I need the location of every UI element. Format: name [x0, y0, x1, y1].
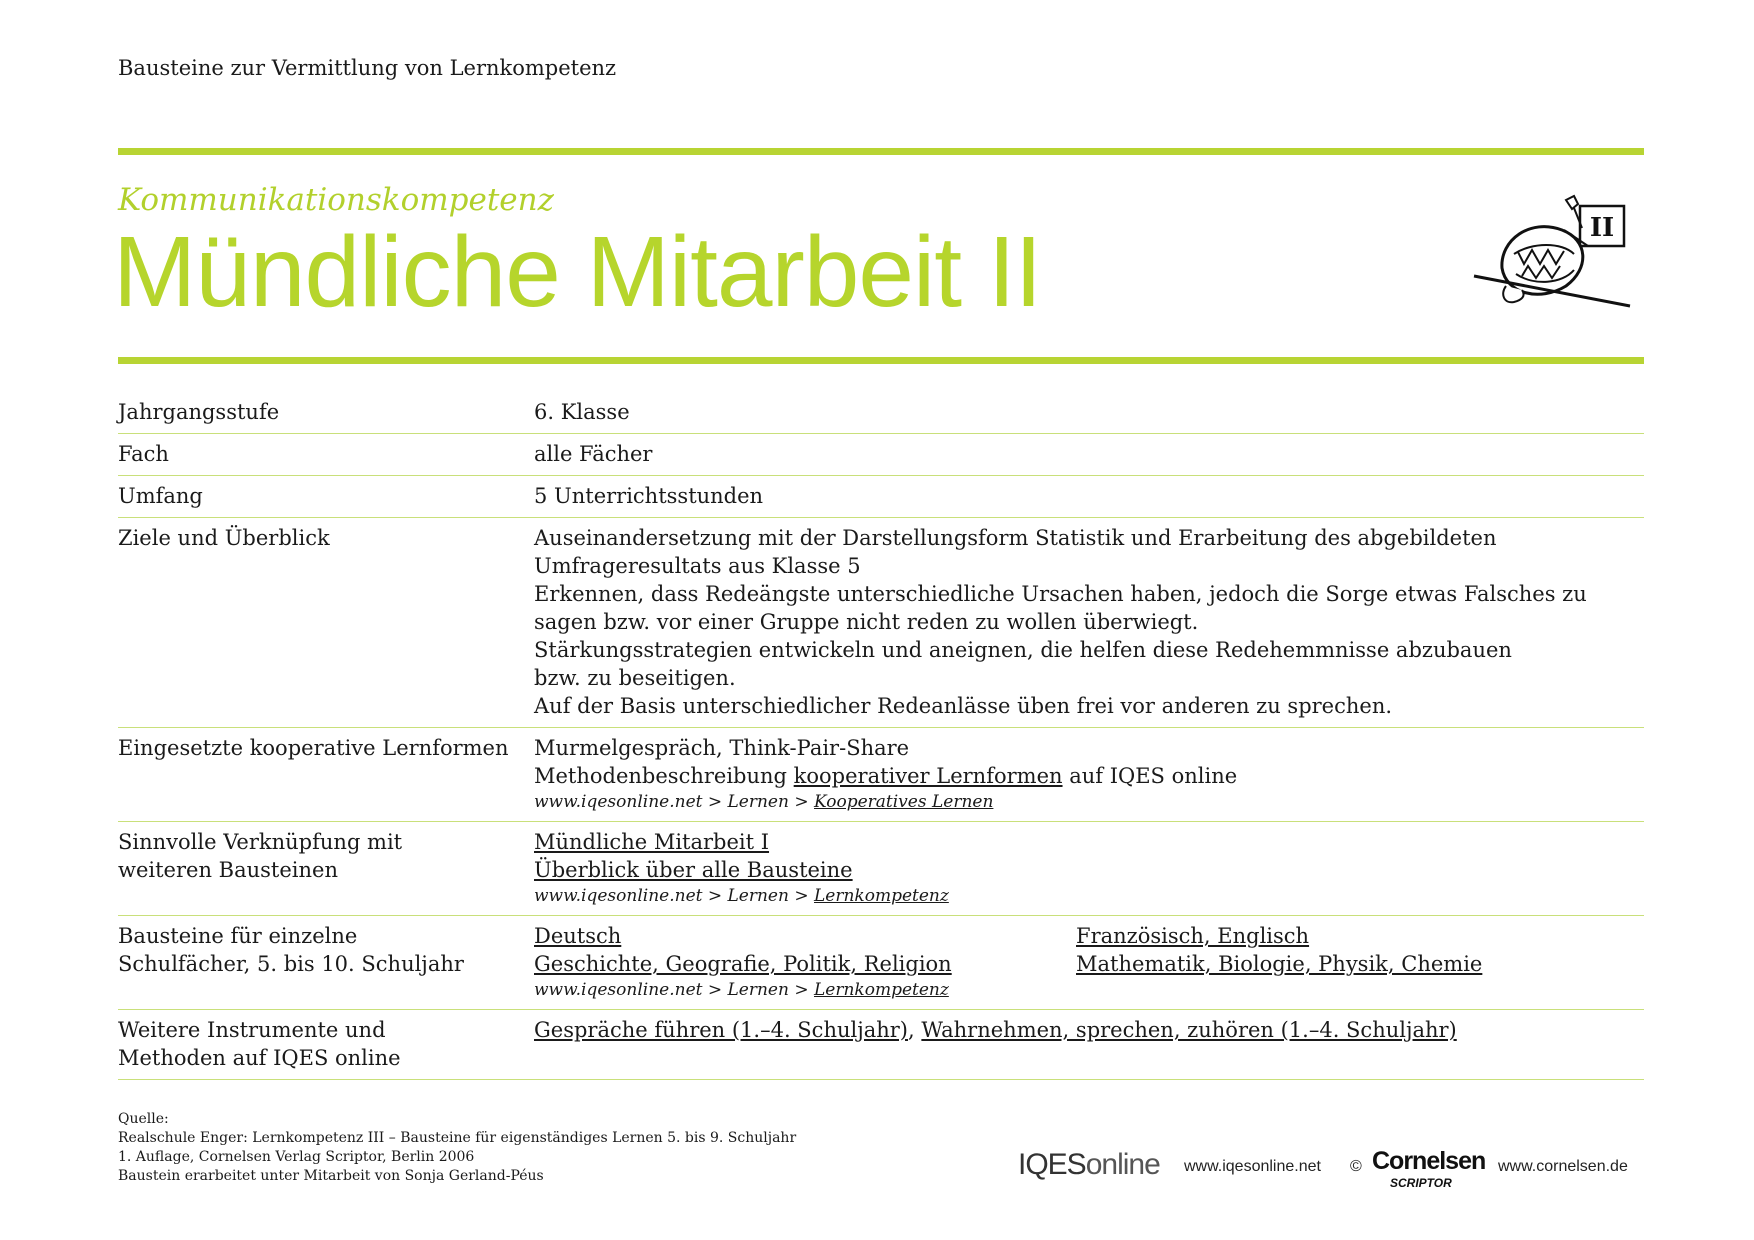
goal-line: Umfrageresultats aus Klasse 5: [534, 554, 861, 578]
franzoesisch-link[interactable]: Französisch, Englisch: [1076, 924, 1310, 948]
iqes-logo: IQESonline: [1018, 1148, 1160, 1181]
mathematik-link[interactable]: Mathematik, Biologie, Physik, Chemie: [1076, 952, 1483, 976]
source-note: [118, 1110, 796, 1186]
table-row: [118, 518, 1644, 728]
method-desc-suffix: auf IQES online: [1062, 764, 1238, 788]
breadcrumb-path: www.iqesonline.net > Lernen >: [534, 792, 814, 812]
breadcrumb-path: www.iqesonline.net > Lernen >: [534, 980, 814, 1000]
info-table: [118, 392, 1644, 1080]
scriptor-logo: SCRIPTOR: [1390, 1176, 1452, 1190]
mouth-mascot-icon: [1470, 190, 1640, 318]
goal-line: Erkennen, dass Redeängste unterschiedliche Ursachen haben, jedoch die Sorge etwas Falsches zu: [534, 582, 1587, 606]
badge-label: II: [1589, 213, 1615, 243]
breadcrumb-path: www.iqesonline.net > Lernen >: [534, 886, 814, 906]
method-desc-text: Methodenbeschreibung: [534, 764, 794, 788]
goal-line: sagen bzw. vor einer Gruppe nicht reden zu wollen überwiegt.: [534, 610, 1199, 634]
cornelsen-logo: Cornelsen: [1372, 1147, 1486, 1175]
copyright-symbol: ©: [1350, 1158, 1362, 1175]
table-row: [118, 476, 1644, 518]
table-row: [118, 822, 1644, 916]
row-label: Sinnvolle Verknüpfung mit: [118, 830, 403, 854]
table-row: [118, 434, 1644, 476]
source-heading: Quelle:: [118, 1111, 169, 1127]
bottom-rule: [118, 357, 1644, 364]
goal-line: Stärkungsstrategien entwickeln und aneignen, die helfen diese Redehemmnisse abzubauen: [534, 638, 1512, 662]
row-label: Eingesetzte kooperative Lernformen: [118, 736, 509, 760]
goal-line: bzw. zu beseitigen.: [534, 666, 736, 690]
wahrnehmen-link[interactable]: Wahrnehmen, sprechen, zuhören (1.–4. Schuljahr): [921, 1018, 1457, 1042]
row-label: Jahrgangsstufe: [118, 400, 280, 424]
top-rule: [118, 148, 1644, 155]
row-label: Fach: [118, 442, 169, 466]
goals-text: [534, 524, 1644, 720]
kooperative-lernformen-link[interactable]: kooperativer Lernformen: [793, 764, 1063, 788]
row-value: 5 Unterrichtsstunden: [534, 484, 764, 508]
header-kicker: Bausteine zur Vermittlung von Lernkompetenz: [118, 56, 617, 80]
deutsch-link[interactable]: Deutsch: [534, 924, 622, 948]
table-row: [118, 1010, 1644, 1080]
goal-line: Auseinandersetzung mit der Darstellungsform Statistik und Erarbeitung des abgebildeten: [534, 526, 1497, 550]
page-subtitle: Kommunikationskompetenz: [118, 182, 554, 218]
link-separator: ,: [908, 1018, 922, 1042]
bausteine-overview-link[interactable]: Überblick über alle Bausteine: [534, 858, 853, 882]
muendliche-mitarbeit-1-link[interactable]: Mündliche Mitarbeit I: [534, 830, 770, 854]
kooperatives-lernen-link[interactable]: Kooperatives Lernen: [814, 792, 994, 812]
row-label: Weitere Instrumente und: [118, 1018, 386, 1042]
row-value: 6. Klasse: [534, 400, 630, 424]
row-value: alle Fächer: [534, 442, 653, 466]
row-label: weiteren Bausteinen: [118, 858, 338, 882]
cornelsen-url-link[interactable]: www.cornelsen.de: [1498, 1158, 1628, 1175]
page-title: Mündliche Mitarbeit II: [113, 216, 1042, 328]
goal-line: Auf der Basis unterschiedlicher Redeanlässe üben frei vor anderen zu sprechen.: [534, 694, 1393, 718]
iqes-url-link[interactable]: www.iqesonline.net: [1184, 1158, 1321, 1175]
row-label: Methoden auf IQES online: [118, 1046, 401, 1070]
source-line: Baustein erarbeitet unter Mitarbeit von Sonja Gerland-Péus: [118, 1168, 544, 1184]
lernkompetenz-link[interactable]: Lernkompetenz: [814, 886, 949, 906]
table-row: [118, 916, 1644, 1010]
gespraeche-fuehren-link[interactable]: Gespräche führen (1.–4. Schuljahr): [534, 1018, 909, 1042]
methods-text: Murmelgespräch, Think-Pair-Share: [534, 736, 910, 760]
row-label: Umfang: [118, 484, 203, 508]
row-label: Schulfächer, 5. bis 10. Schuljahr: [118, 952, 464, 976]
lernkompetenz-link[interactable]: Lernkompetenz: [814, 980, 949, 1000]
source-line: 1. Auflage, Cornelsen Verlag Scriptor, Berlin 2006: [118, 1149, 475, 1165]
table-row: [118, 392, 1644, 434]
row-label: Ziele und Überblick: [118, 526, 330, 550]
table-row: [118, 728, 1644, 822]
source-line: Realschule Enger: Lernkompetenz III – Bausteine für eigenständiges Lernen 5. bis 9. Schuljahr: [118, 1130, 797, 1146]
row-label: Bausteine für einzelne: [118, 924, 358, 948]
geschichte-link[interactable]: Geschichte, Geografie, Politik, Religion: [534, 952, 952, 976]
